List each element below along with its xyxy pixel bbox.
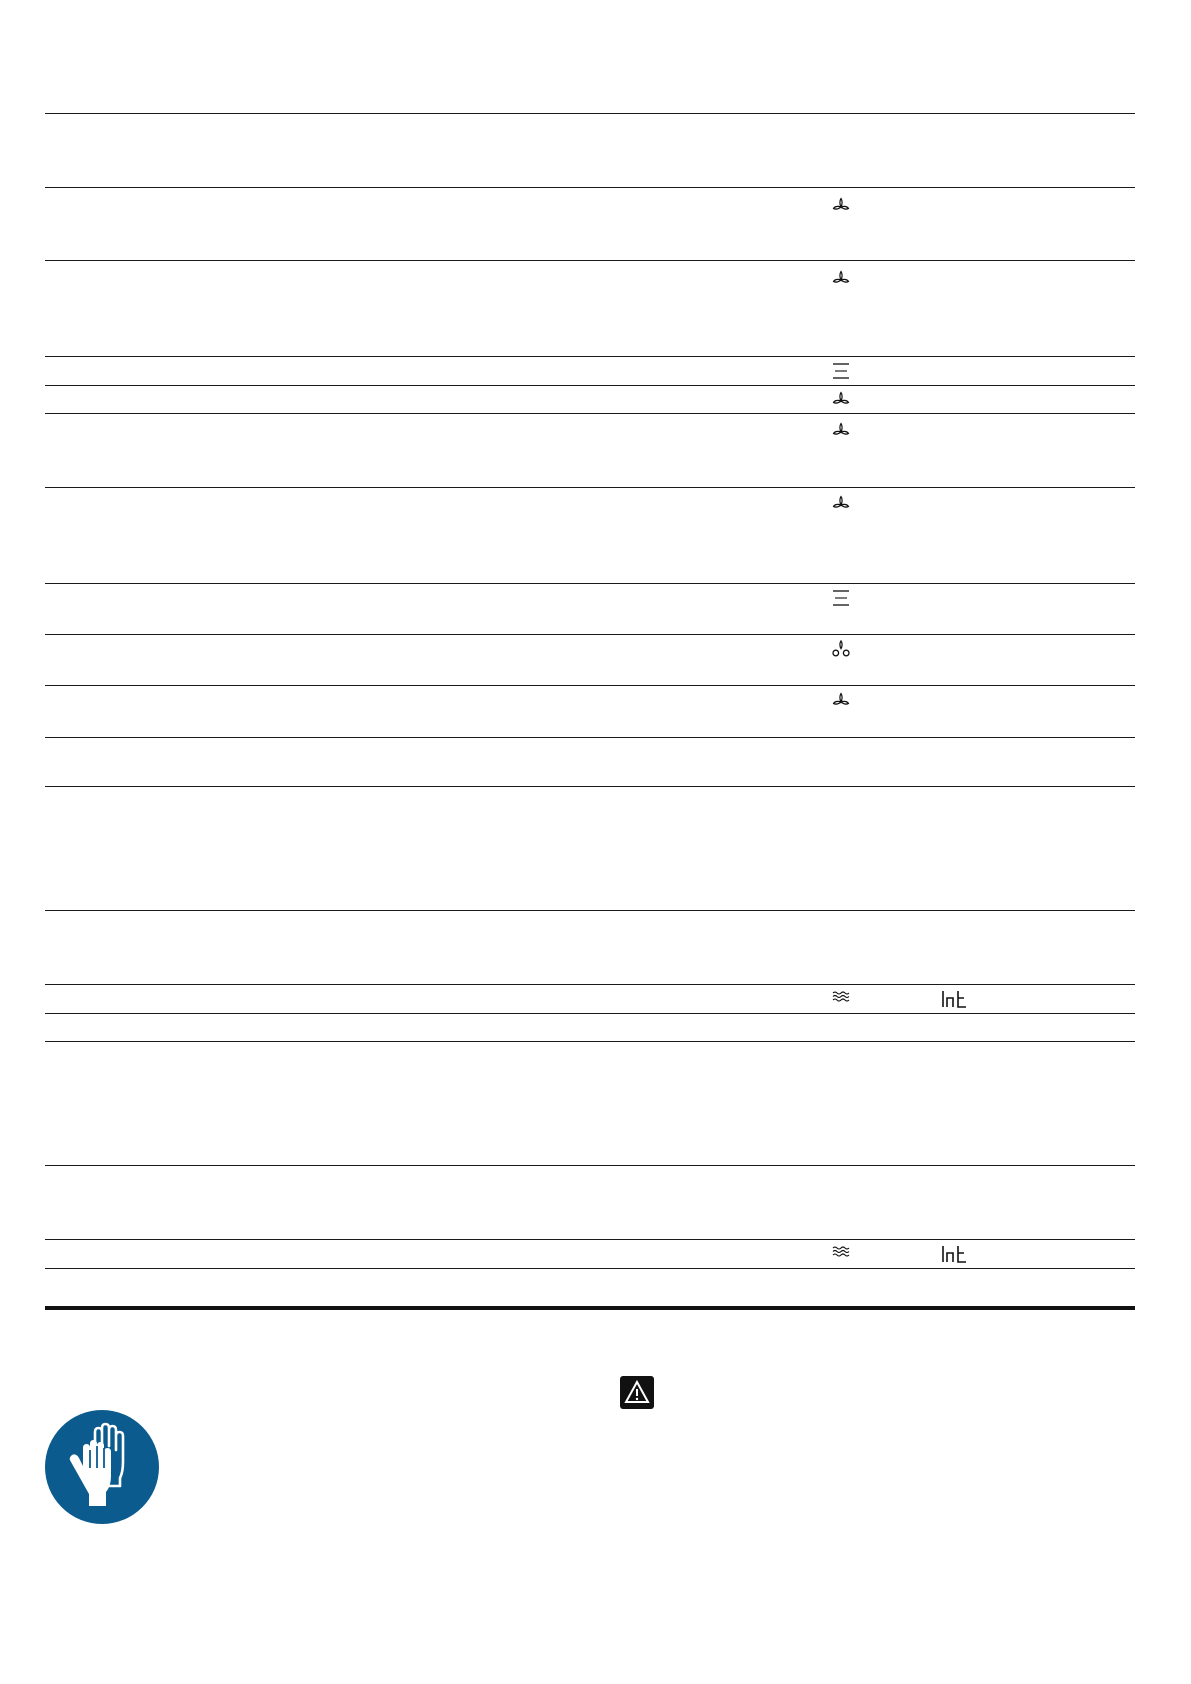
cell-accessory bbox=[428, 1042, 668, 1165]
cell-dish bbox=[45, 261, 428, 356]
cell-time bbox=[1088, 911, 1135, 984]
fan-icon bbox=[831, 196, 851, 216]
cell-accessory bbox=[428, 357, 668, 385]
cell-accessory bbox=[428, 985, 668, 1013]
cell-level bbox=[668, 386, 784, 413]
table-row bbox=[45, 1041, 1135, 1165]
table-row bbox=[45, 737, 1135, 786]
cell-time bbox=[1088, 1014, 1135, 1041]
cell-time bbox=[1088, 357, 1135, 385]
cell-accessory bbox=[428, 635, 668, 685]
cell-dish bbox=[45, 787, 428, 910]
cell-accessory bbox=[428, 738, 668, 786]
cell-heating-settings bbox=[784, 414, 1088, 487]
cell-heating-settings bbox=[784, 261, 1088, 356]
settings-table bbox=[45, 113, 1135, 1304]
table-row bbox=[45, 1239, 1135, 1268]
cell-accessory bbox=[428, 1269, 668, 1304]
cell-time bbox=[1088, 114, 1135, 187]
cell-dish bbox=[45, 386, 428, 413]
cell-level bbox=[668, 911, 784, 984]
table-row bbox=[45, 634, 1135, 685]
cell-dish bbox=[45, 911, 428, 984]
cell-heating-settings bbox=[784, 386, 1088, 413]
cell-heating-settings bbox=[784, 1014, 1088, 1041]
cell-dish bbox=[45, 686, 428, 737]
table-row bbox=[45, 113, 1135, 187]
table-bottom-rule bbox=[45, 1306, 1135, 1310]
cell-level bbox=[668, 357, 784, 385]
cell-dish bbox=[45, 1166, 428, 1239]
cell-accessory bbox=[428, 488, 668, 583]
cell-level bbox=[668, 635, 784, 685]
cell-level bbox=[668, 787, 784, 910]
table-row bbox=[45, 1268, 1135, 1304]
cell-heating-settings bbox=[784, 114, 1088, 187]
cell-heating-settings bbox=[784, 787, 1088, 910]
cell-heating-settings bbox=[784, 1166, 1088, 1239]
cell-level bbox=[668, 1269, 784, 1304]
cell-accessory bbox=[428, 1166, 668, 1239]
cell-level bbox=[668, 584, 784, 634]
cell-level bbox=[668, 1014, 784, 1041]
cell-level bbox=[668, 114, 784, 187]
cell-accessory bbox=[428, 911, 668, 984]
fan-icon bbox=[831, 494, 851, 514]
cell-accessory bbox=[428, 584, 668, 634]
cell-heating-settings bbox=[784, 686, 1088, 737]
cell-time bbox=[1088, 787, 1135, 910]
cell-dish bbox=[45, 188, 428, 260]
cell-time bbox=[1088, 1042, 1135, 1165]
cell-heating-settings bbox=[784, 1042, 1088, 1165]
cell-time bbox=[1088, 584, 1135, 634]
cell-dish bbox=[45, 357, 428, 385]
fan-icon bbox=[831, 691, 851, 711]
cell-heating-settings bbox=[784, 584, 1088, 634]
cell-heating-settings bbox=[784, 488, 1088, 583]
cell-accessory bbox=[428, 787, 668, 910]
cell-time bbox=[1088, 1269, 1135, 1304]
cell-dish bbox=[45, 414, 428, 487]
fan-icon bbox=[831, 421, 851, 441]
cell-accessory bbox=[428, 188, 668, 260]
cell-accessory bbox=[428, 1240, 668, 1268]
cell-time bbox=[1088, 414, 1135, 487]
cell-heating-settings bbox=[784, 188, 1088, 260]
cell-dish bbox=[45, 738, 428, 786]
cell-heating-settings bbox=[784, 738, 1088, 786]
cell-heating-settings bbox=[784, 1240, 1088, 1268]
cell-dish bbox=[45, 1269, 428, 1304]
table-row bbox=[45, 910, 1135, 984]
table-row bbox=[45, 385, 1135, 413]
cell-dish bbox=[45, 635, 428, 685]
table-row bbox=[45, 1165, 1135, 1239]
cell-level bbox=[668, 414, 784, 487]
fan-icon bbox=[831, 269, 851, 289]
cell-level bbox=[668, 261, 784, 356]
cell-accessory bbox=[428, 1014, 668, 1041]
top-bottom-heat-icon bbox=[831, 588, 851, 608]
cell-level bbox=[668, 1240, 784, 1268]
cell-time bbox=[1088, 488, 1135, 583]
cell-dish bbox=[45, 1240, 428, 1268]
cell-level bbox=[668, 188, 784, 260]
cell-time bbox=[1088, 635, 1135, 685]
cell-accessory bbox=[428, 261, 668, 356]
cell-level bbox=[668, 686, 784, 737]
cell-level bbox=[668, 985, 784, 1013]
cell-time bbox=[1088, 985, 1135, 1013]
cell-time bbox=[1088, 1240, 1135, 1268]
cell-time bbox=[1088, 261, 1135, 356]
cell-time bbox=[1088, 386, 1135, 413]
steam-icon bbox=[831, 1244, 851, 1264]
cell-heating-settings bbox=[784, 357, 1088, 385]
cell-dish bbox=[45, 985, 428, 1013]
table-row bbox=[45, 685, 1135, 737]
warning-triangle-icon bbox=[620, 1376, 654, 1409]
cell-accessory bbox=[428, 114, 668, 187]
cell-heating-settings bbox=[784, 635, 1088, 685]
table-row bbox=[45, 583, 1135, 634]
cell-dish bbox=[45, 488, 428, 583]
steam-icon bbox=[831, 989, 851, 1009]
table-row bbox=[45, 984, 1135, 1013]
cell-time bbox=[1088, 686, 1135, 737]
table-row bbox=[45, 260, 1135, 356]
cell-dish bbox=[45, 1014, 428, 1041]
cell-time bbox=[1088, 1166, 1135, 1239]
table-row bbox=[45, 786, 1135, 910]
int-display-icon bbox=[941, 990, 967, 1008]
cell-accessory bbox=[428, 414, 668, 487]
table-row bbox=[45, 356, 1135, 385]
table-row bbox=[45, 1013, 1135, 1041]
cell-heating-settings bbox=[784, 985, 1088, 1013]
cell-heating-settings bbox=[784, 911, 1088, 984]
cell-dish bbox=[45, 584, 428, 634]
fan-icon bbox=[831, 390, 851, 410]
top-bottom-heat-icon bbox=[831, 361, 851, 381]
cell-time bbox=[1088, 188, 1135, 260]
cell-accessory bbox=[428, 686, 668, 737]
cell-level bbox=[668, 1166, 784, 1239]
table-row bbox=[45, 187, 1135, 260]
cell-dish bbox=[45, 114, 428, 187]
cell-level bbox=[668, 488, 784, 583]
cell-accessory bbox=[428, 386, 668, 413]
cell-level bbox=[668, 738, 784, 786]
cell-time bbox=[1088, 738, 1135, 786]
table-row bbox=[45, 413, 1135, 487]
protective-gloves-icon bbox=[45, 1410, 159, 1524]
table-row bbox=[45, 487, 1135, 583]
int-display-icon bbox=[941, 1245, 967, 1263]
hot-air-gentle-icon bbox=[831, 639, 851, 659]
cell-dish bbox=[45, 1042, 428, 1165]
cell-level bbox=[668, 1042, 784, 1165]
cell-heating-settings bbox=[784, 1269, 1088, 1304]
